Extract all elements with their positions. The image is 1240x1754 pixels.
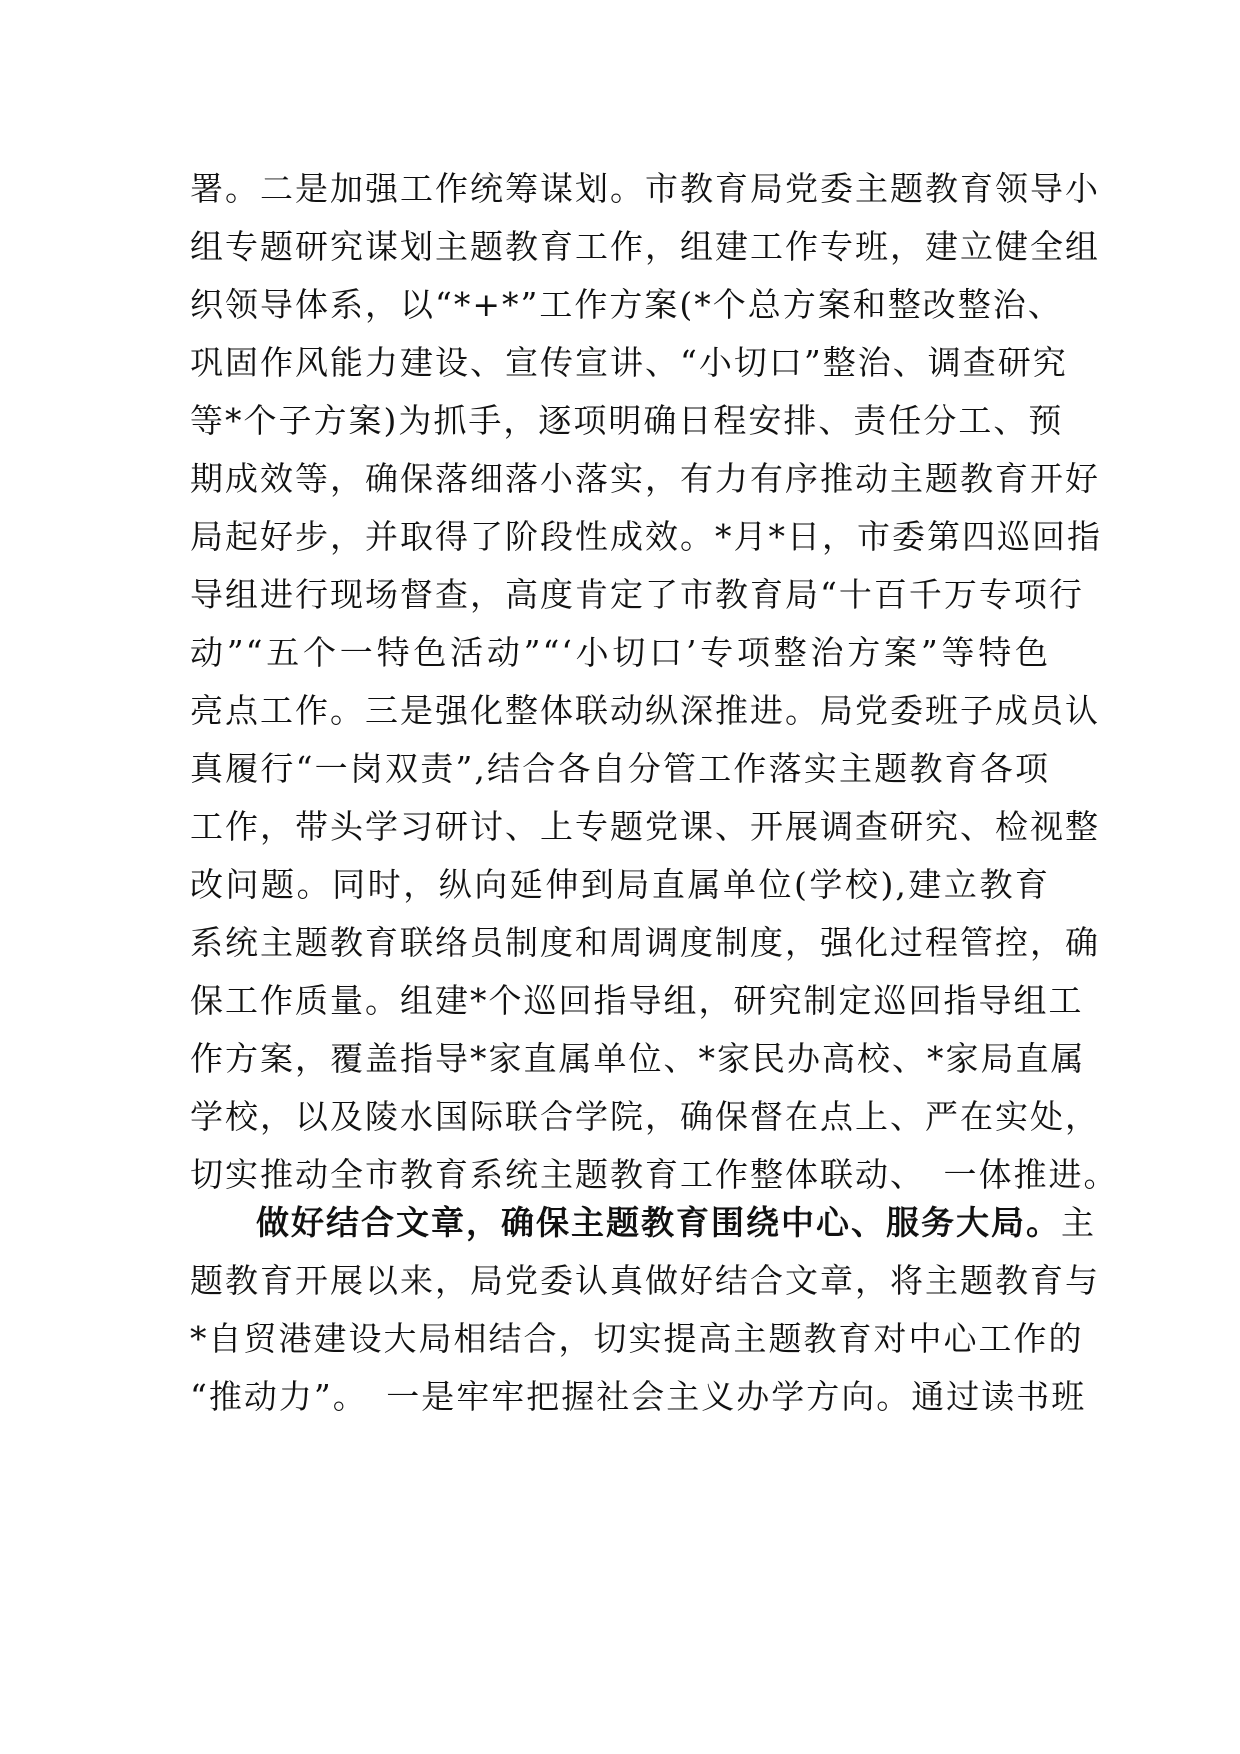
text-line: 系统主题教育联络员制度和周调度制度，强化过程管控，确 [190, 923, 1100, 962]
text-line: 导组进行现场督查，高度肯定了市教育局“十百千万专项行 [190, 575, 1084, 614]
paragraph-integration [190, 1194, 1100, 1426]
text-line: 保工作质量。组建*个巡回指导组，研究制定巡回指导组工 [190, 981, 1084, 1020]
text-line: 工作，带头学习研讨、上专题党课、开展调查研究、检视整 [190, 807, 1100, 846]
text-line: *自贸港建设大局相结合，切实提高主题教育对中心工作的 [190, 1319, 1084, 1358]
text-line: 切实推动全市教育系统主题教育工作整体联动、 一体推进。 [190, 1155, 1119, 1194]
paragraph-work-coordination [190, 160, 1119, 1204]
text-line-first [190, 1194, 1096, 1252]
text-line: 动”“五个一特色活动”“‘小切口’专项整治方案”等特色 [190, 633, 1050, 672]
text-line: 局起好步，并取得了阶段性成效。*月*日，市委第四巡回指 [190, 517, 1102, 556]
text-line: 等*个子方案)为抓手，逐项明确日程安排、责任分工、预 [190, 401, 1064, 440]
text-line: 题教育开展以来，局党委认真做好结合文章，将主题教育与 [190, 1261, 1100, 1300]
text-line: 巩固作风能力建设、宣传宣讲、“小切口”整治、调查研究 [190, 343, 1068, 382]
text-line: 织领导体系，以“*+*”工作方案(*个总方案和整改整治、 [190, 285, 1063, 324]
text-line: 学校，以及陵水国际联合学院，确保督在点上、严在实处， [190, 1097, 1100, 1136]
text-line: 改问题。同时，纵向延伸到局直属单位(学校),建立教育 [190, 865, 1050, 904]
heading-continuation: 主 [1061, 1203, 1096, 1242]
text-line: 署。二是加强工作统筹谋划。市教育局党委主题教育领导小 [190, 169, 1100, 208]
text-line: 亮点工作。三是强化整体联动纵深推进。局党委班子成员认 [190, 691, 1100, 730]
text-line: 作方案，覆盖指导*家直属单位、*家民办高校、*家局直属 [190, 1039, 1086, 1078]
text-line: 真履行“一岗双责”,结合各自分管工作落实主题教育各项 [190, 749, 1050, 788]
text-line: “推动力”。 一是牢牢把握社会主义办学方向。通过读书班 [190, 1377, 1087, 1416]
text-line: 期成效等，确保落细落小落实，有力有序推动主题教育开好 [190, 459, 1100, 498]
section-heading: 做好结合文章，确保主题教育围绕中心、服务大局。 [256, 1203, 1061, 1242]
text-line: 组专题研究谋划主题教育工作，组建工作专班，建立健全组 [190, 227, 1100, 266]
